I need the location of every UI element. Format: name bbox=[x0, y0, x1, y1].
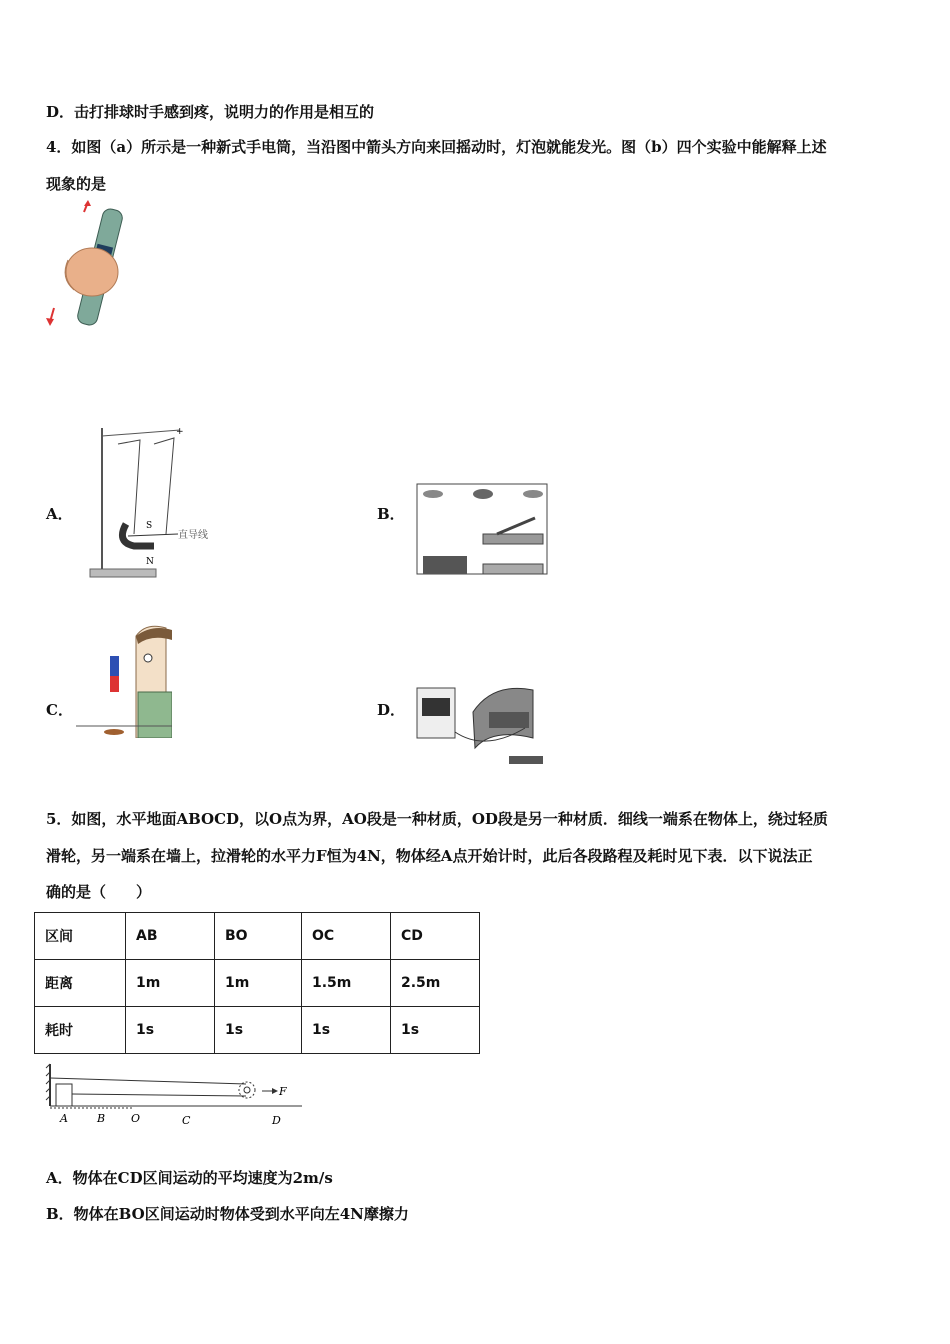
table-cell: 2.5m bbox=[391, 960, 480, 1007]
table-cell: 1s bbox=[126, 1007, 215, 1054]
flashlight-hand-figure bbox=[46, 200, 136, 345]
pole-s-label: S bbox=[146, 521, 153, 531]
option-a-magnet-wire-figure bbox=[88, 424, 218, 582]
q5-option-b: B．物体在BO区间运动时物体受到水平向左4N摩擦力 bbox=[46, 1205, 409, 1223]
point-a-label: A bbox=[60, 1112, 68, 1125]
table-cell: 1m bbox=[215, 960, 302, 1007]
table-cell: 1m bbox=[126, 960, 215, 1007]
table-cell: CD bbox=[391, 913, 480, 960]
table-cell: BO bbox=[215, 913, 302, 960]
option-c-magnet-figure bbox=[76, 622, 172, 738]
q5-stem-line2: 滑轮，另一端系在墙上，拉滑轮的水平力F恒为4N，物体经A点开始计时，此后各段路程及耗时见下表．以下说法正 bbox=[46, 847, 813, 865]
q4-option-c-label: C． bbox=[46, 701, 73, 719]
point-c-label: C bbox=[182, 1114, 191, 1127]
table-cell: 1s bbox=[391, 1007, 480, 1054]
table-cell: 区间 bbox=[35, 913, 126, 960]
table-row bbox=[35, 913, 480, 960]
table-row bbox=[35, 960, 480, 1007]
q4-option-a-label: A． bbox=[46, 505, 73, 523]
point-d-label: D bbox=[272, 1114, 281, 1127]
table-cell: 1s bbox=[215, 1007, 302, 1054]
option-b-circuit-figure bbox=[413, 478, 553, 582]
table-cell: AB bbox=[126, 913, 215, 960]
force-f-label: F bbox=[279, 1085, 287, 1098]
table-row bbox=[35, 1007, 480, 1054]
table-cell: 耗时 bbox=[35, 1007, 126, 1054]
q3-option-d: D．击打排球时手感到疼，说明力的作用是相互的 bbox=[46, 103, 375, 121]
point-o-label: O bbox=[131, 1112, 141, 1125]
pulley-ground-figure bbox=[40, 1062, 310, 1130]
table-cell: 1s bbox=[302, 1007, 391, 1054]
q4-option-d-label: D． bbox=[377, 701, 406, 719]
point-b-label: B bbox=[97, 1112, 106, 1125]
q4-stem-line1: 4．如图（a）所示是一种新式手电筒，当沿图中箭头方向来回摇动时，灯泡就能发光。图（b）四个实验中能解释上述 bbox=[46, 138, 827, 156]
q5-data-table bbox=[34, 912, 480, 1054]
wire-label: 直导线 bbox=[178, 530, 208, 541]
q4-option-b-label: B． bbox=[377, 505, 405, 523]
q5-option-a: A．物体在CD区间运动的平均速度为2m/s bbox=[46, 1169, 333, 1187]
option-d-galvanometer-figure bbox=[413, 682, 553, 770]
q5-stem-line3: 确的是（ ） bbox=[46, 883, 152, 901]
pole-n-label: N bbox=[146, 557, 154, 567]
table-cell: OC bbox=[302, 913, 391, 960]
table-cell: 距离 bbox=[35, 960, 126, 1007]
table-cell: 1.5m bbox=[302, 960, 391, 1007]
q5-stem-line1: 5．如图，水平地面ABOCD，以O点为界，AO段是一种材质，OD段是另一种材质．细线一端系在物体上，绕过轻质 bbox=[46, 810, 828, 828]
svg-text:+: + bbox=[176, 427, 184, 437]
q4-stem-line2: 现象的是 bbox=[46, 175, 107, 193]
